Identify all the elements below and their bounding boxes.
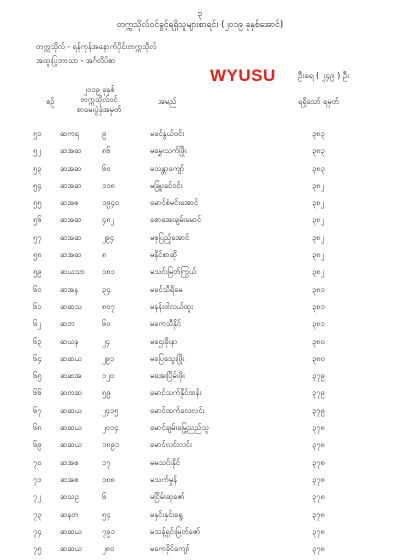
specialization-line: အထူးပြုဘာသာ - အင်္ဂလိပ်စာ <box>36 56 116 65</box>
row-marks: ၃၇၈ <box>312 526 325 536</box>
row-exam-number: ၇၉၁ <box>102 526 115 536</box>
row-exam-code: ဆအဆ <box>60 163 82 173</box>
row-name: မသန္တာကျော် <box>150 163 185 173</box>
table-row <box>0 456 400 473</box>
row-exam-code: ဆယသာ <box>60 267 85 277</box>
row-exam-number: ၁၈၈ <box>102 474 115 484</box>
row-exam-number: ၈၆ <box>102 146 111 156</box>
table-row <box>0 473 400 490</box>
row-exam-code: ဆဆယ <box>60 544 82 554</box>
row-exam-number: ၁၁၈ <box>102 180 115 190</box>
row-exam-number: ၁၉၄၀ <box>102 198 119 208</box>
row-seq: ၅၇ <box>33 232 42 242</box>
row-exam-number: ၅၉ <box>102 388 111 398</box>
row-marks: ၃၈၀ <box>312 336 325 346</box>
row-seq: ၅၈ <box>33 250 42 260</box>
row-name: စောအေးချမ်းမောင် <box>150 215 202 225</box>
row-seq: ၆၉ <box>33 440 42 450</box>
total-count: ဦးရေ ( ၂၄၉ ) ဦး <box>298 71 350 80</box>
row-name: မခြူးခင်ဝင်း <box>150 180 183 190</box>
row-exam-code: ဆသဥ <box>60 492 79 502</box>
row-exam-code: ဆအဆ <box>60 215 82 225</box>
row-marks: ၃၈၂ <box>312 267 325 277</box>
row-marks: ၃၈၀ <box>312 353 325 363</box>
row-name: မမသင်းနိုင် <box>150 457 180 467</box>
table-row <box>0 162 400 179</box>
row-name: မအေးပြိမ်းဖိုး <box>150 371 185 381</box>
row-exam-code: ဆဆယ <box>60 353 82 363</box>
table-row <box>0 542 400 559</box>
row-exam-code: ဆဆယ <box>60 526 82 536</box>
row-name: မနှင်းနှင်းရွေ <box>150 509 183 519</box>
table-row <box>0 248 400 265</box>
row-marks: ၃၈၂ <box>312 215 325 225</box>
row-name: မခင်နွယ်ဝင်း <box>150 129 185 138</box>
row-marks: ၃၇၈ <box>312 492 325 502</box>
row-exam-number: ၈ <box>102 250 107 260</box>
table-row <box>0 525 400 542</box>
row-exam-number: ၂၈၀ <box>102 544 115 554</box>
row-exam-number: ၂၄၁၅ <box>102 405 119 415</box>
row-name: မောင်စံမင်းအောင် <box>150 198 199 208</box>
row-exam-number: ၈၀၇ <box>102 301 115 311</box>
row-exam-code: ဆဘ <box>60 319 75 329</box>
row-marks: ၃၇၈ <box>312 423 325 433</box>
row-seq: ၇၄ <box>33 526 42 536</box>
table-row <box>0 213 400 230</box>
row-seq: ၆၂ <box>33 319 41 329</box>
table-row <box>0 283 400 300</box>
row-name: မောင်ထက်လေလင်း <box>150 405 205 415</box>
table-row <box>0 369 400 386</box>
table-row <box>0 317 400 334</box>
table-row <box>0 300 400 317</box>
row-exam-code: ဆတဆ <box>60 388 82 398</box>
table-row <box>0 421 400 438</box>
table-row <box>0 144 400 161</box>
row-exam-number: ၁၈၉၁ <box>102 440 119 450</box>
row-exam-code: ဆအစ <box>60 474 79 484</box>
row-exam-number: ၂၉၄ <box>102 232 115 242</box>
row-exam-code: ဆနတ <box>60 509 79 519</box>
row-seq: ၇၃ <box>33 509 42 519</box>
row-name: မနိုင်စာဆို <box>150 250 177 260</box>
row-marks: ၃၈၃ <box>312 146 325 156</box>
row-marks: ၃၇၈ <box>312 544 325 554</box>
row-exam-code: ဆအဆ <box>60 146 82 156</box>
row-exam-code: ဆဆယ <box>60 405 82 415</box>
row-seq: ၅၁ <box>33 129 42 138</box>
row-exam-code: ဆအဆ <box>60 232 82 242</box>
row-marks: ၃၈၁ <box>312 301 325 311</box>
table-row <box>0 386 400 403</box>
table-row <box>0 508 400 525</box>
row-marks: ၃၈၃ <box>312 129 325 138</box>
table-header <box>0 85 400 119</box>
results-table <box>0 127 400 559</box>
row-exam-number: ၃၄ <box>102 284 111 294</box>
table-row <box>0 352 400 369</box>
row-name: မကေခိုင်ကျော် <box>150 544 190 554</box>
table-row <box>0 231 400 248</box>
document-title: တက္ကသိုလ်ဝင်ခွင့်ရရှိသူများစာရင်း (၂၀၁၉ ခုနှစ်အောင်) <box>116 20 284 30</box>
table-row <box>0 196 400 213</box>
row-marks: ၃၈၂ <box>312 250 325 260</box>
row-seq: ၆၆ <box>33 388 42 398</box>
row-name: မောင်လင်းလင်း <box>150 440 192 450</box>
university-line: တက္ကသိုလ် - ရန်ကုန်အနောက်ပိုင်းတက္ကသိုလ် <box>36 42 157 51</box>
row-seq: ၇၂ <box>33 492 41 502</box>
table-row <box>0 490 400 507</box>
table-row <box>0 179 400 196</box>
row-name: မနန်းဝါလယ်ထူး <box>150 301 193 311</box>
wyusu-watermark: WYUSU <box>210 66 276 85</box>
header-exam-line-3: စာမေးပွဲခုံအမှတ် <box>76 105 122 114</box>
row-marks: ၃၈၂ <box>312 198 325 208</box>
row-marks: ၃၇၈ <box>312 440 325 450</box>
table-row <box>0 265 400 282</box>
row-name: မသက်မှုန် <box>150 474 178 484</box>
row-seq: ၅၄ <box>33 180 42 190</box>
row-seq: ၇၀ <box>33 457 42 467</box>
row-exam-code: ဆအန <box>60 284 79 294</box>
row-exam-number: ၁၈၁ <box>102 267 115 277</box>
row-seq: ၅၅ <box>33 198 42 208</box>
row-name: မပြေသွေးဖြိုး <box>150 353 185 363</box>
row-marks: ၃၇၉ <box>312 371 325 381</box>
row-marks: ၃၈၁ <box>312 284 325 294</box>
row-exam-code: ဆယန <box>60 336 79 346</box>
row-marks: ၃၈၁ <box>312 319 325 329</box>
row-marks: ၃၇၈ <box>312 474 325 484</box>
row-marks: ၃၇၉ <box>312 388 325 398</box>
row-name: မမွှေးသက်ဖြိုး <box>150 146 187 156</box>
row-marks: ၃၈၂ <box>312 232 325 242</box>
row-name: မခင်သီရိမေ <box>150 284 183 294</box>
row-seq: ၆၇ <box>33 405 42 415</box>
row-name: မသန့်ရှင်းမြတ်ဇော် <box>150 526 201 536</box>
header-marks: ရရှိသော် ရမှတ် <box>298 97 340 106</box>
row-name: မောင်ချမ်းမြေ့ညည်သူ <box>150 423 209 433</box>
row-exam-code: ဆဆယ <box>60 440 82 450</box>
header-seq: စဉ် <box>46 97 55 106</box>
row-exam-number: ၉ <box>102 129 107 138</box>
row-exam-number: ၄၈၂ <box>102 215 115 225</box>
row-exam-code: ဆအစ <box>60 457 79 467</box>
row-name: မစုပြည့်အောင် <box>150 232 190 242</box>
table-row <box>0 335 400 352</box>
row-exam-code: ဆအဆ <box>60 250 82 260</box>
row-marks: ၃၈၃ <box>312 163 325 173</box>
row-exam-number: ၆၀ <box>102 319 111 329</box>
row-seq: ၆၁ <box>33 301 42 311</box>
row-seq: ၅၂ <box>33 146 41 156</box>
row-exam-number: ၆၀ <box>102 163 111 173</box>
row-exam-number: ၂၄ <box>102 336 110 346</box>
row-seq: ၅၃ <box>33 163 42 173</box>
row-exam-number: ၁၂၀ <box>102 371 115 381</box>
row-seq: ၆၀ <box>33 284 42 294</box>
header-exam-line-1: ၂၀၁၉ ခုနှစ် <box>83 85 115 94</box>
row-exam-code: ဆအစ <box>60 198 79 208</box>
row-exam-number: ၆ <box>102 492 107 502</box>
row-seq: ၇၁ <box>33 474 42 484</box>
table-row <box>0 404 400 421</box>
row-seq: ၆၄ <box>33 353 42 363</box>
row-exam-code: ဆဆယ <box>60 423 82 433</box>
row-exam-code: ဆဆအ <box>60 371 82 381</box>
row-seq: ၆၃ <box>33 336 42 346</box>
row-seq: ၆၅ <box>33 371 42 381</box>
row-marks: ၃၇၉ <box>312 405 325 415</box>
header-name: အမည် <box>158 97 177 106</box>
row-exam-code: ဆအဆ <box>60 180 82 190</box>
row-name: မကေသီနိုင် <box>150 319 181 329</box>
row-name: မဌေးခိုးနာ <box>150 336 178 346</box>
table-row <box>0 127 400 144</box>
header-exam-number <box>64 85 134 115</box>
row-seq: ၅၆ <box>33 215 42 225</box>
row-seq: ၆၈ <box>33 423 42 433</box>
row-marks: ၃၇၈ <box>312 457 325 467</box>
header-exam-line-2: တက္ကသိုလ်ဝင် <box>80 95 118 104</box>
row-exam-number: ၁၇ <box>102 457 111 467</box>
row-exam-number: ၅၄ <box>102 509 111 519</box>
row-name: မသင်းမြတ်ကြွယ် <box>150 267 197 277</box>
row-exam-number: ၂၀၁၄ <box>102 423 119 433</box>
row-name: မောင်သက်နိုင်ထန်း <box>150 388 202 398</box>
row-name: မငြိမ်းဆုဇော် <box>150 492 185 502</box>
table-row <box>0 438 400 455</box>
page-number: ၃ <box>197 9 203 19</box>
row-marks: ၃၈၂ <box>312 180 325 190</box>
row-marks: ၃၇၈ <box>312 509 325 519</box>
row-exam-code: ဆကရ <box>60 129 79 138</box>
row-seq: ၇၅ <box>33 544 42 554</box>
row-exam-code: ဆဆသ <box>60 301 82 311</box>
row-seq: ၅၉ <box>33 267 42 277</box>
row-exam-number: ၂၉၁ <box>102 353 115 363</box>
